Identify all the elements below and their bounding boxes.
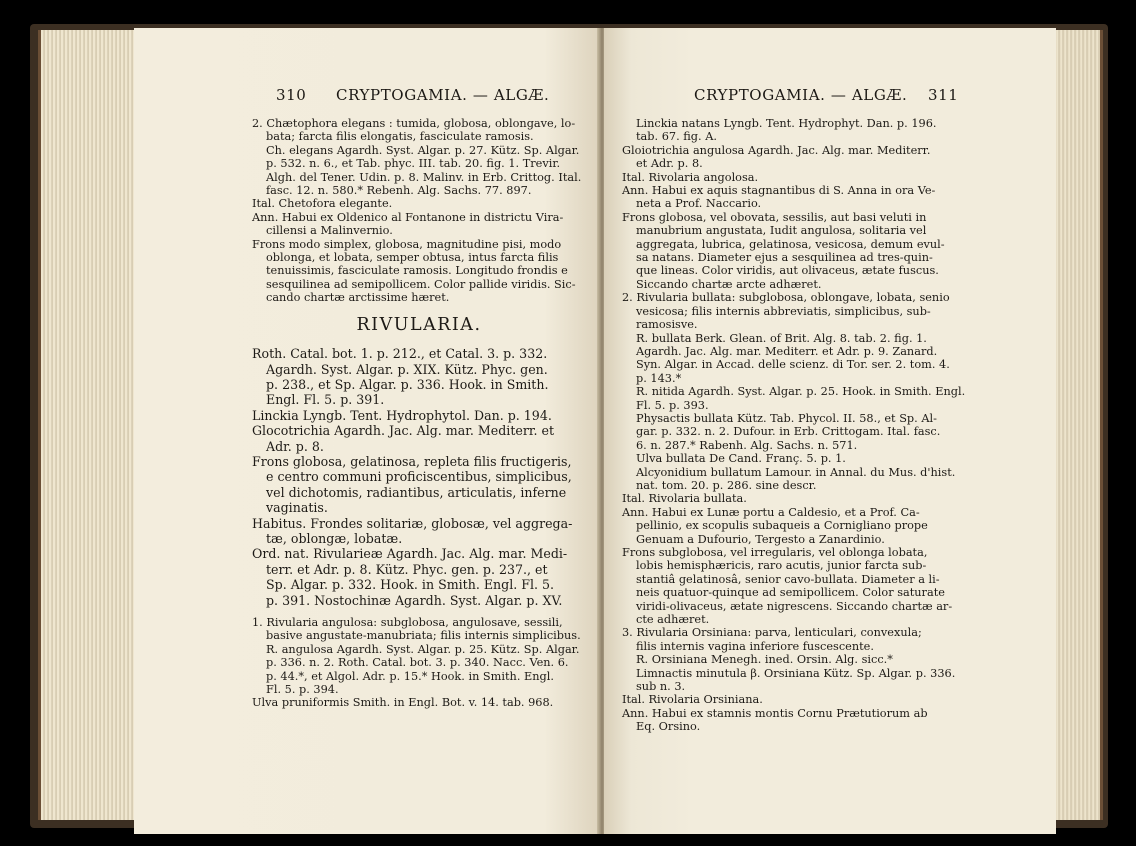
description <box>622 211 966 291</box>
left-running-head: CRYPTOGAMIA. — ALGÆ. <box>336 86 550 104</box>
text-line: Algh. del Tener. Udin. p. 8. Malinv. in Erb. Crittog. Ital. <box>266 170 582 184</box>
text-line: viridi-olivaceus, ætate nigrescens. Siccando chartæ ar- <box>636 599 953 613</box>
text-line: Limnactis minutula β. Orsiniana Kütz. Sp. Algar. p. 336. <box>636 666 956 680</box>
text-line: Eq. Orsino. <box>636 720 701 734</box>
annotation <box>252 211 586 238</box>
text-line: 2. Rivularia bullata: subglobosa, oblongave, lobata, senio <box>622 291 950 305</box>
annotation <box>622 506 966 546</box>
text-line: vel dichotomis, radiantibus, articulatis, inferne <box>266 484 567 500</box>
text-line: Fl. 5. p. 393. <box>636 398 709 412</box>
text-line: R. angulosa Agardh. Syst. Algar. p. 25. Kütz. Sp. Algar. <box>266 642 580 656</box>
text-line: p. 391. Nostochinæ Agardh. Syst. Algar. p. XV. <box>266 592 563 608</box>
text-line: Genuam a Dufourio, Tergesto a Zanardinio. <box>636 532 885 546</box>
text-line: neta a Prof. Naccario. <box>636 197 762 211</box>
text-line: Ord. nat. Rivularieæ Agardh. Jac. Alg. mar. Medi- <box>252 546 568 562</box>
text-line: tæ, oblongæ, lobatæ. <box>266 530 403 546</box>
annotation <box>622 707 966 734</box>
text-line: terr. et Adr. p. 8. Kütz. Phyc. gen. p. 237., et <box>266 561 548 577</box>
text-line: p. 532. n. 6., et Tab. phyc. III. tab. 20. fig. 1. Trevir. <box>266 157 561 171</box>
genus-heading: RIVULARIA. <box>356 314 482 335</box>
entry-chaetophora <box>252 117 586 144</box>
text-line: Linckia Lyngb. Tent. Hydrophytol. Dan. p. 194. <box>252 407 552 423</box>
text-line: 3. Rivularia Orsiniana: parva, lenticulari, convexula; <box>622 626 922 640</box>
page-edges-left <box>38 30 137 820</box>
text-line: p. 336. n. 2. Roth. Catal. bot. 3. p. 340. Nacc. Ven. 6. <box>266 656 569 670</box>
text-line: Frons subglobosa, vel irregularis, vel oblonga lobata, <box>622 546 928 559</box>
genus-block <box>252 346 586 608</box>
text-line: Ann. Habui ex Oldenico al Fontanone in districtu Vira- <box>252 210 564 224</box>
text-line: Glocotrichia Agardh. Jac. Alg. mar. Mediterr. et <box>252 423 555 439</box>
page-edges-right <box>1052 30 1103 820</box>
text-line: ramosisve. <box>636 318 698 332</box>
text-line: Ulva bullata De Cand. Franç. 5. p. 1. <box>636 452 846 466</box>
left-page-text <box>252 117 586 710</box>
text-line: sesquilinea ad semipollicem. Color pallide viridis. Sic- <box>266 277 576 291</box>
text-line: tab. 67. fig. A. <box>636 130 717 144</box>
text-line: vaginatis. <box>266 500 328 516</box>
text-line: Gloiotrichia angulosa Agardh. Jac. Alg. mar. Mediterr. <box>622 143 931 157</box>
text-line: Physactis bullata Kütz. Tab. Phycol. II. 58., et Sp. Al- <box>636 411 937 425</box>
left-page-number: 310 <box>276 86 307 104</box>
text-line: fasc. 12. n. 580.* Rebenh. Alg. Sachs. 77. 897. <box>266 184 532 198</box>
entry-rivularia-bullata <box>622 291 966 331</box>
text-line: sa natans. Diameter ejus a sesquilinea ad tres-quin- <box>636 251 933 265</box>
text-line: gar. p. 332. n. 2. Dufour. in Erb. Crittogam. Ital. fasc. <box>636 425 941 439</box>
synonym-block <box>252 643 586 697</box>
text-line: R. bullata Berk. Glean. of Brit. Alg. 8. tab. 2. fig. 1. <box>636 331 927 345</box>
text-line: cillensi a Malinvernio. <box>266 224 393 238</box>
text-line: p. 44.*, et Algol. Adr. p. 15.* Hook. in Smith. Engl. <box>266 669 554 683</box>
italian-name: Ital. Rivolaria angolosa. <box>622 170 759 184</box>
text-line: Syn. Algar. in Accad. delle scienz. di Tor. ser. 2. tom. 4. <box>636 358 950 372</box>
text-line: e centro communi proficiscentibus, simplicibus, <box>266 469 572 485</box>
text-line: Roth. Catal. bot. 1. p. 212., et Catal. 3. p. 332. <box>252 346 548 362</box>
text-line: Engl. Fl. 5. p. 391. <box>266 392 385 408</box>
text-line: Ann. Habui ex stamnis montis Cornu Prætutiorum ab <box>622 706 928 720</box>
right-page-text <box>622 117 966 734</box>
text-line: aggregata, lubrica, gelatinosa, vesicosa, demum evul- <box>636 237 945 251</box>
text-line: 6. n. 287.* Rabenh. Alg. Sachs. n. 571. <box>636 438 858 452</box>
synonym-block <box>622 332 966 386</box>
text-line: basive angustate-manubriata; filis internis simplicibus. <box>266 629 581 643</box>
italian-name: Ital. Rivolaria Orsiniana. <box>622 693 763 707</box>
text-line: vesicosa; filis internis abbreviatis, simplicibus, sub- <box>636 304 931 318</box>
text-line: cte adhæret. <box>636 613 710 627</box>
annotation <box>622 184 966 211</box>
text-line: 1. Rivularia angulosa: subglobosa, angulosave, sessili, <box>252 616 563 629</box>
italian-name: Ital. Rivolaria bullata. <box>622 492 747 506</box>
text-line: filis internis vagina inferiore fuscescente. <box>636 639 874 653</box>
text-line: Adr. p. 8. <box>266 438 324 454</box>
text-line: p. 238., et Sp. Algar. p. 336. Hook. in Smith. <box>266 376 549 392</box>
text-line: Siccando chartæ arcte adhæret. <box>636 277 822 291</box>
text-line: Ann. Habui ex Lunæ portu a Caldesio, et a Prof. Ca- <box>622 505 920 519</box>
text-line: pellinio, ex scopulis subaqueis a Cornigliano prope <box>636 519 928 533</box>
text-line: Habitus. Frondes solitariæ, globosæ, vel aggrega- <box>252 515 573 531</box>
text-line: sub n. 3. <box>636 680 686 694</box>
text-line: Ann. Habui ex aquis stagnantibus di S. Anna in ora Ve- <box>622 184 936 198</box>
text-line: Ulva pruniformis Smith. in Engl. Bot. v. 14. tab. 968. <box>252 696 554 710</box>
text-line: Frons globosa, gelatinosa, repleta filis fructigeris, <box>252 453 572 469</box>
right-page-number: 311 <box>928 86 959 104</box>
text-line: 2. Chætophora elegans : tumida, globosa, oblongave, lo- <box>252 117 576 130</box>
right-running-head: CRYPTOGAMIA. — ALGÆ. <box>694 86 908 104</box>
text-line: manubrium angustata, Iudit angulosa, solitaria vel <box>636 224 927 238</box>
text-line: R. Orsiniana Menegh. ined. Orsin. Alg. sicc.* <box>636 653 893 667</box>
text-line: Ch. elegans Agardh. Syst. Algar. p. 27. Kütz. Sp. Algar. <box>266 143 580 157</box>
text-line: tenuissimis, fasciculate ramosis. Longitudo frondis e <box>266 264 568 278</box>
entry-rivularia-orsiniana <box>622 626 966 653</box>
description <box>252 238 586 305</box>
text-line: stantiâ gelatinosâ, senior cavo-bullata. Diameter a li- <box>636 572 940 586</box>
text-line: Frons modo simplex, globosa, magnitudine pisi, modo <box>252 237 562 251</box>
text-line: neis quatuor-quinque ad semipollicem. Color saturate <box>636 586 945 600</box>
text-line: Fl. 5. p. 394. <box>266 683 339 697</box>
text-line: Agardh. Syst. Algar. p. XIX. Kütz. Phyc. gen. <box>266 361 548 377</box>
text-line: que lineas. Color viridis, aut olivaceus, ætate fuscus. <box>636 264 939 278</box>
text-line: et Adr. p. 8. <box>636 157 703 171</box>
italian-name: Ital. Chetofora elegante. <box>252 197 393 211</box>
text-line: Frons globosa, vel obovata, sessilis, aut basi veluti in <box>622 210 927 224</box>
description <box>622 546 966 626</box>
text-line: nat. tom. 20. p. 286. sine descr. <box>636 478 817 492</box>
synonym-block <box>252 144 586 198</box>
text-line: p. 143.* <box>636 371 682 385</box>
entry-rivularia-angulosa <box>252 616 586 643</box>
text-line: R. nitida Agardh. Syst. Algar. p. 25. Hook. in Smith. Engl. <box>636 385 966 399</box>
text-line: Agardh. Jac. Alg. mar. Mediterr. et Adr. p. 9. Zanard. <box>636 344 938 358</box>
text-line: lobis hemisphæricis, raro acutis, junior farcta sub- <box>636 559 927 573</box>
text-line: Sp. Algar. p. 332. Hook. in Smith. Engl. Fl. 5. <box>266 577 555 593</box>
text-line: Linckia natans Lyngb. Tent. Hydrophyt. Dan. p. 196. <box>636 117 937 130</box>
text-line: cando chartæ arctissime hæret. <box>266 291 450 305</box>
text-line: bata; farcta filis elongatis, fasciculate ramosis. <box>266 130 534 144</box>
text-line: oblonga, et lobata, semper obtusa, intus farcta filis <box>266 251 559 265</box>
text-line: Alcyonidium bullatum Lamour. in Annal. du Mus. d'hist. <box>636 465 956 479</box>
